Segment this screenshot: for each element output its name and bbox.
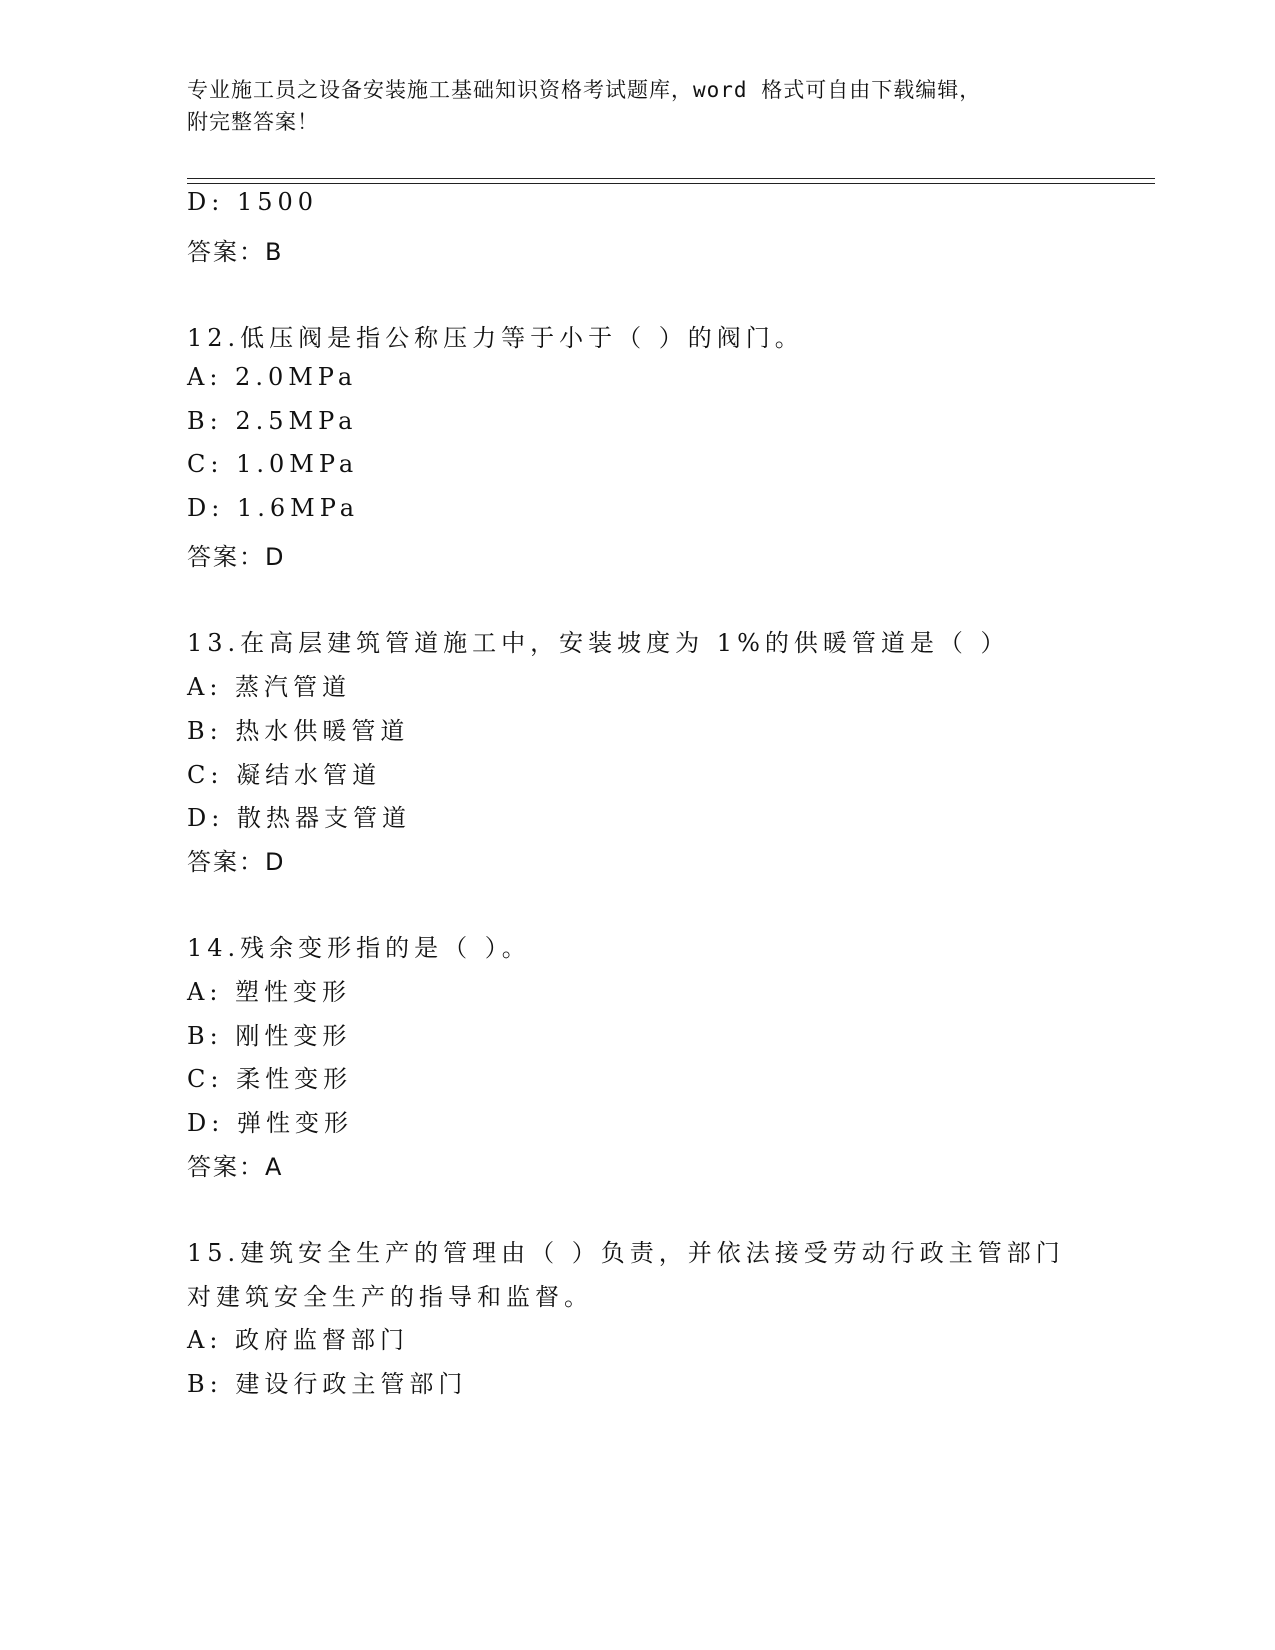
q13-question: 13.在高层建筑管道施工中，安装坡度为 1%的供暖管道是（ ） <box>187 629 1010 657</box>
q13-option-d: D: 散热器支管道 <box>187 804 411 832</box>
q12-option-a: A: 2.0MPa <box>187 363 358 391</box>
q13-option-c: C: 凝结水管道 <box>187 761 382 789</box>
header-title-line2: 附完整答案！ <box>187 110 319 134</box>
header-divider-bottom <box>187 183 1155 184</box>
q15-option-b: B: 建设行政主管部门 <box>187 1370 468 1398</box>
q13-answer: 答案：D <box>187 848 286 876</box>
prev-option-d: D: 1500 <box>187 188 319 216</box>
q12-option-b: B: 2.5MPa <box>187 407 358 435</box>
header-divider-top <box>187 178 1155 179</box>
q15-question-line2: 对建筑安全生产的指导和监督。 <box>187 1283 593 1311</box>
q14-question: 14.残余变形指的是（ ）。 <box>187 934 531 962</box>
q14-option-d: D: 弹性变形 <box>187 1109 353 1137</box>
q12-option-c: C: 1.0MPa <box>187 450 359 478</box>
q15-question-line1: 15.建筑安全生产的管理由（ ）负责，并依法接受劳动行政主管部门 <box>187 1239 1065 1267</box>
q14-option-c: C: 柔性变形 <box>187 1065 353 1093</box>
q14-answer: 答案：A <box>187 1153 284 1181</box>
document-header <box>187 74 1067 138</box>
q14-option-a: A: 塑性变形 <box>187 978 352 1006</box>
q12-question: 12.低压阀是指公称压力等于小于（ ）的阀门。 <box>187 324 804 352</box>
q12-option-d: D: 1.6MPa <box>187 494 360 522</box>
header-title-line1: 专业施工员之设备安装施工基础知识资格考试题库，word 格式可自由下载编辑， <box>187 78 982 102</box>
prev-answer: 答案：B <box>187 238 284 266</box>
q13-option-a: A: 蒸汽管道 <box>187 673 352 701</box>
q12-answer: 答案：D <box>187 543 286 571</box>
q13-option-b: B: 热水供暖管道 <box>187 717 410 745</box>
q15-option-a: A: 政府监督部门 <box>187 1326 410 1354</box>
q14-option-b: B: 刚性变形 <box>187 1022 352 1050</box>
